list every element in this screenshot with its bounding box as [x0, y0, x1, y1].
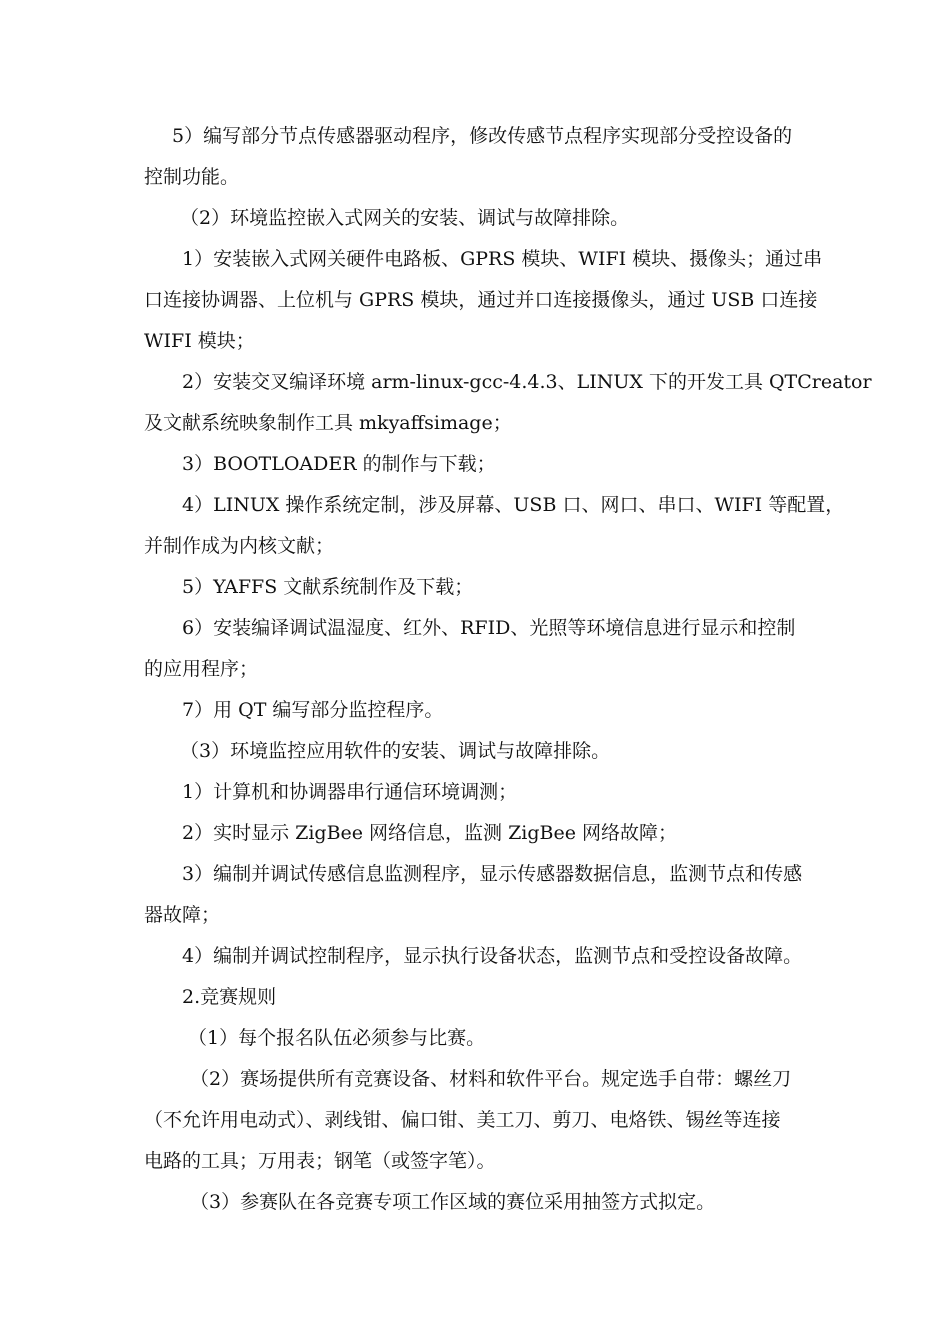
rule-item-3: （3）参赛队在各竞赛专项工作区域的赛位采用抽签方式拟定。: [190, 1191, 716, 1213]
list-item-3-monitor: 3）编制并调试传感信息监测程序，显示传感器数据信息，监测节点和传感: [182, 863, 803, 885]
list-item-2-zigbee: 2）实时显示 ZigBee 网络信息，监测 ZigBee 网络故障；: [182, 822, 678, 844]
list-item-3-bootloader: 3）BOOTLOADER 的制作与下载；: [182, 453, 496, 475]
list-item-6-apps: 6）安装编译调试温湿度、红外、RFID、光照等环境信息进行显示和控制: [182, 617, 796, 639]
document-body: [144, 116, 872, 1223]
list-item-1-serial: 1）计算机和协调器串行通信环境调测；: [182, 781, 518, 803]
section-heading-rules: 2.竞赛规则: [182, 986, 277, 1008]
section-heading-software: （3）环境监控应用软件的安装、调试与故障排除。: [180, 740, 611, 762]
list-item-5-driver: 5）编写部分节点传感器驱动程序，修改传感节点程序实现部分受控设备的: [172, 125, 793, 147]
list-item-1-hardware: 1）安装嵌入式网关硬件电路板、GPRS 模块、WIFI 模块、摄像头；通过串: [182, 248, 823, 270]
list-item-4-control: 4）编制并调试控制程序，显示执行设备状态，监测节点和受控设备故障。: [182, 945, 803, 967]
list-item-1-hardware-cont: 口连接协调器、上位机与 GPRS 模块，通过并口连接摄像头，通过 USB 口连接: [144, 289, 818, 311]
section-heading-gateway: （2）环境监控嵌入式网关的安装、调试与故障排除。: [180, 207, 630, 229]
list-item-3-monitor-cont: 器故障；: [144, 904, 221, 926]
list-item-5-driver-cont: 控制功能。: [144, 166, 240, 188]
rule-item-2: （2）赛场提供所有竞赛设备、材料和软件平台。规定选手自带：螺丝刀: [190, 1068, 792, 1090]
list-item-2-toolchain: 2）安装交叉编译环境 arm-linux-gcc-4.4.3、LINUX 下的开发工具 QTCreator: [182, 371, 872, 393]
list-item-4-linux-cont: 并制作成为内核文献；: [144, 535, 335, 557]
rule-item-1: （1）每个报名队伍必须参与比赛。: [188, 1027, 486, 1049]
list-item-7-qt: 7）用 QT 编写部分监控程序。: [182, 699, 444, 721]
list-item-5-yaffs: 5）YAFFS 文献系统制作及下载；: [182, 576, 474, 598]
rule-item-2-cont: （不允许用电动式）、剥线钳、偏口钳、美工刀、剪刀、电烙铁、锡丝等连接: [144, 1109, 781, 1131]
rule-item-2-cont2: 电路的工具；万用表；钢笔（或签字笔）。: [144, 1150, 496, 1172]
list-item-4-linux: 4）LINUX 操作系统定制，涉及屏幕、USB 口、网口、串口、WIFI 等配置，: [182, 494, 845, 516]
list-item-1-hardware-cont2: WIFI 模块；: [144, 330, 255, 352]
list-item-2-toolchain-cont: 及文献系统映象制作工具 mkyaffsimage；: [144, 412, 512, 434]
list-item-6-apps-cont: 的应用程序；: [144, 658, 259, 680]
